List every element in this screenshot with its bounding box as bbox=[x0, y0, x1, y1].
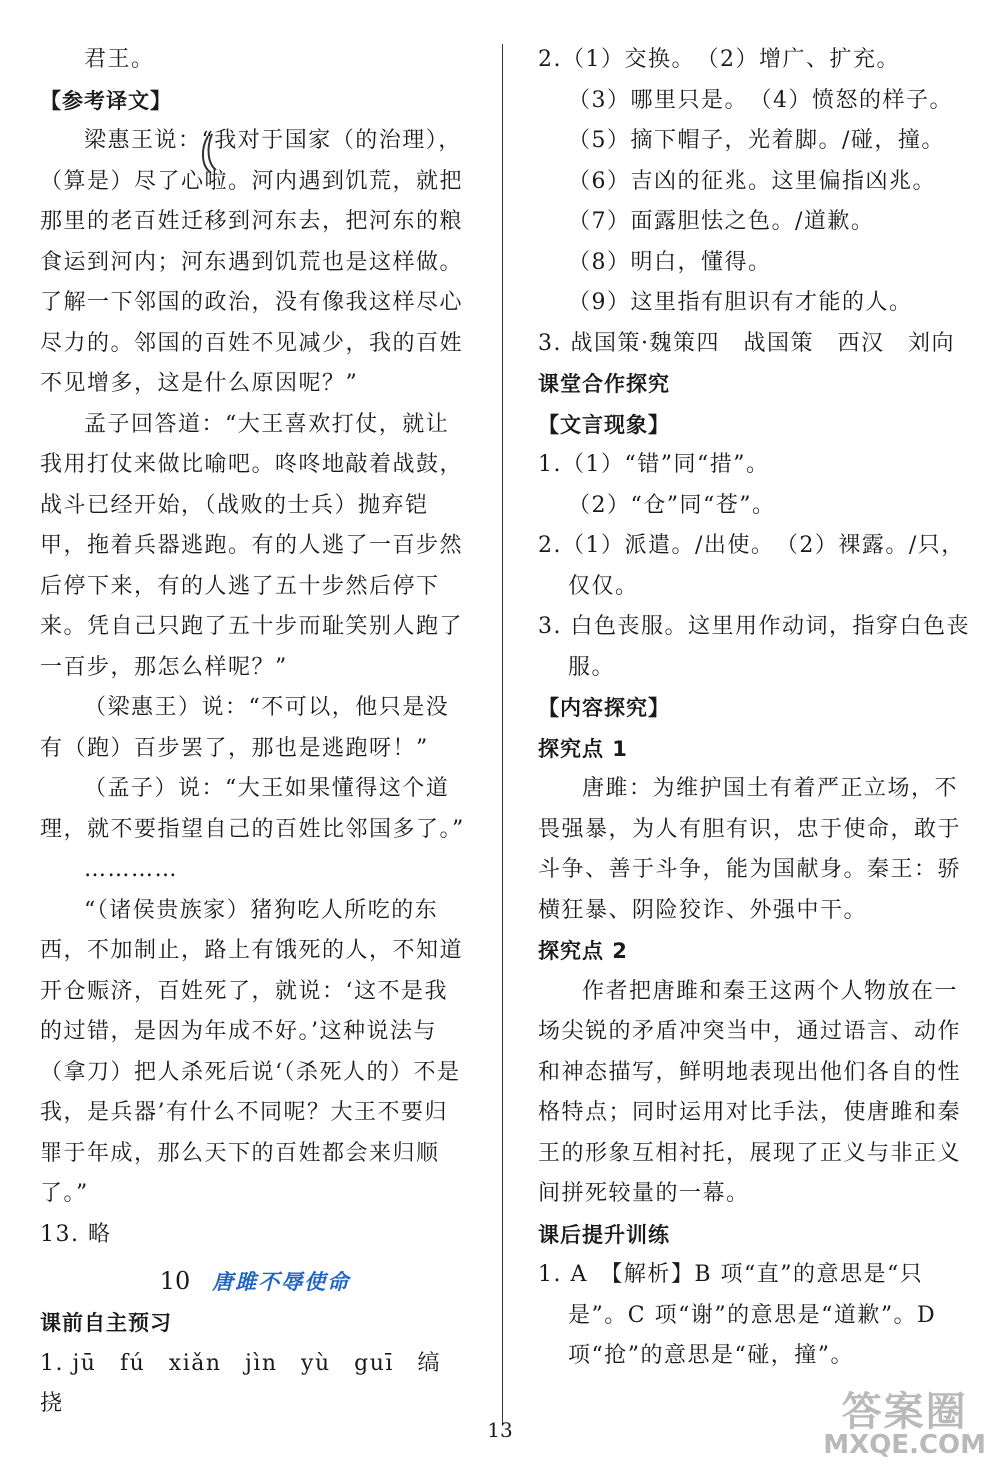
section-heading-pre-study: 课前自主预习 bbox=[40, 1311, 172, 1335]
translation-paragraph: 梁惠王说：“我对于国家（的治理），（算是）尽了心啦。河内遇到饥荒，就把那里的老百姓迁移到河东去，把河东的粮食运到河内；河东遇到饥荒也是这样做。了解一下邻国的政治，没有像我这样尽心尽力的。邻国的百姓不见减少，我的百姓不见增多，这是什么原因呢？” bbox=[40, 128, 464, 396]
translation-paragraph: （孟子）说：“大王如果懂得这个道理，就不要指望自己的百姓比邻国多了。” bbox=[40, 776, 465, 842]
answer-item: （6）吉凶的征兆。这里偏指凶兆。 bbox=[568, 168, 936, 194]
ellipsis: ………… bbox=[84, 857, 178, 882]
pinyin-answer: 1. jū fú xiǎn jìn yù guī 缟 挠 bbox=[40, 1350, 465, 1416]
answer-item: 1. A 【解析】B 项“直”的意思是“只是”。C 项“谢”的意思是“道歉”。D 项“抢”的意思是“碰，撞”。 bbox=[538, 1262, 937, 1368]
section-heading-after-class: 课后提升训练 bbox=[538, 1222, 670, 1247]
answer-item: 3. 白色丧服。这里用作动词，指穿白色丧服。 bbox=[538, 614, 970, 680]
page-number: 13 bbox=[487, 1418, 513, 1442]
lesson-title-row bbox=[40, 1259, 470, 1303]
watermark bbox=[823, 1389, 986, 1460]
translation-paragraph: “（诸侯贵族家）猪狗吃人所吃的东西，不加制止，路上有饿死的人，不知道开仓赈济，百姓死了，就说：‘这不是我的过错，是因为年成不好。’这种说法与（拿刀）把人杀死后说‘（杀死人的）不是我，是兵器’有什么不同呢？大王不要归罪于年成，那么天下的百姓都会来归顺了。” bbox=[40, 897, 464, 1206]
right-column bbox=[538, 40, 970, 1377]
translation-paragraph: 孟子回答道：“大王喜欢打仗，就让我用打仗来做比喻吧。咚咚地敲着战鼓，战斗已经开始，（战败的士兵）抛弃铠甲，拖着兵器逃跑。有的人逃了一百步然后停下来，有的人逃了五十步然后停下来。凭自己只跑了五十步而耻笑别人跑了一百步，那怎么样呢？” bbox=[40, 411, 464, 680]
answer-item: （5）摘下帽子，光着脚。/碰，撞。 bbox=[568, 128, 945, 153]
lesson-title: 唐雎不辱使命 bbox=[212, 1270, 351, 1294]
column-divider bbox=[502, 44, 503, 1424]
watermark-url: MXQE.COM bbox=[823, 1430, 986, 1460]
lesson-number: 10 bbox=[159, 1267, 191, 1295]
answer-item: （3）哪里只是。 （4）愤怒的样子。 bbox=[568, 87, 953, 113]
left-column bbox=[40, 40, 470, 1425]
translation-paragraph: （梁惠王）说：“不可以，他只是没有（跑）百步罢了，那也是逃跑呀！” bbox=[40, 695, 450, 761]
inquiry-point-2: 探究点 2 bbox=[538, 939, 628, 963]
text-line: 君王。 bbox=[84, 47, 155, 72]
handwriting-mark bbox=[196, 130, 236, 180]
answer-item: 2.（1）派遣。/出使。 （2）裸露。/只，仅仅。 bbox=[538, 533, 965, 599]
inquiry-paragraph: 唐雎：为维护国土有着严正立场，不畏强暴，为人有胆有识，忠于使命，敢于斗争、善于斗争，能为国献身。秦王：骄横狂暴、阴险狡诈、外强中干。 bbox=[538, 776, 962, 923]
answer-item: （8）明白，懂得。 bbox=[568, 249, 772, 275]
section-heading-classical-phenomena: 【文言现象】 bbox=[538, 412, 670, 437]
answer-item: 3. 战国策·魏策四 战国策 西汉 刘向 bbox=[538, 330, 955, 356]
section-heading-reference-translation: 【参考译文】 bbox=[40, 88, 172, 113]
answer-item: 2.（1）交换。 （2）增广、扩充。 bbox=[538, 47, 900, 72]
section-heading-content-inquiry: 【内容探究】 bbox=[538, 696, 670, 720]
inquiry-paragraph: 作者把唐雎和秦王这两个人物放在一场尖锐的矛盾冲突当中，通过语言、动作和神态描写，鲜明地表现出他们各自的性格特点；同时运用对比手法，使唐雎和秦王的形象互相衬托，展现了正义与非正义间拼死较量的一幕。 bbox=[538, 978, 962, 1206]
answer-item: （9）这里指有胆识有才能的人。 bbox=[568, 290, 913, 315]
answer-item: （7）面露胆怯之色。/道歉。 bbox=[568, 209, 875, 234]
section-heading-class-cooperation: 课堂合作探究 bbox=[538, 372, 670, 396]
answer-item: 13. 略 bbox=[40, 1221, 112, 1247]
watermark-logo: 答案圈 bbox=[841, 1389, 968, 1435]
answer-item: 1.（1）“错”同“措”。 （2）“仓”同“苍”。 bbox=[538, 452, 782, 518]
inquiry-point-1: 探究点 1 bbox=[538, 736, 628, 761]
